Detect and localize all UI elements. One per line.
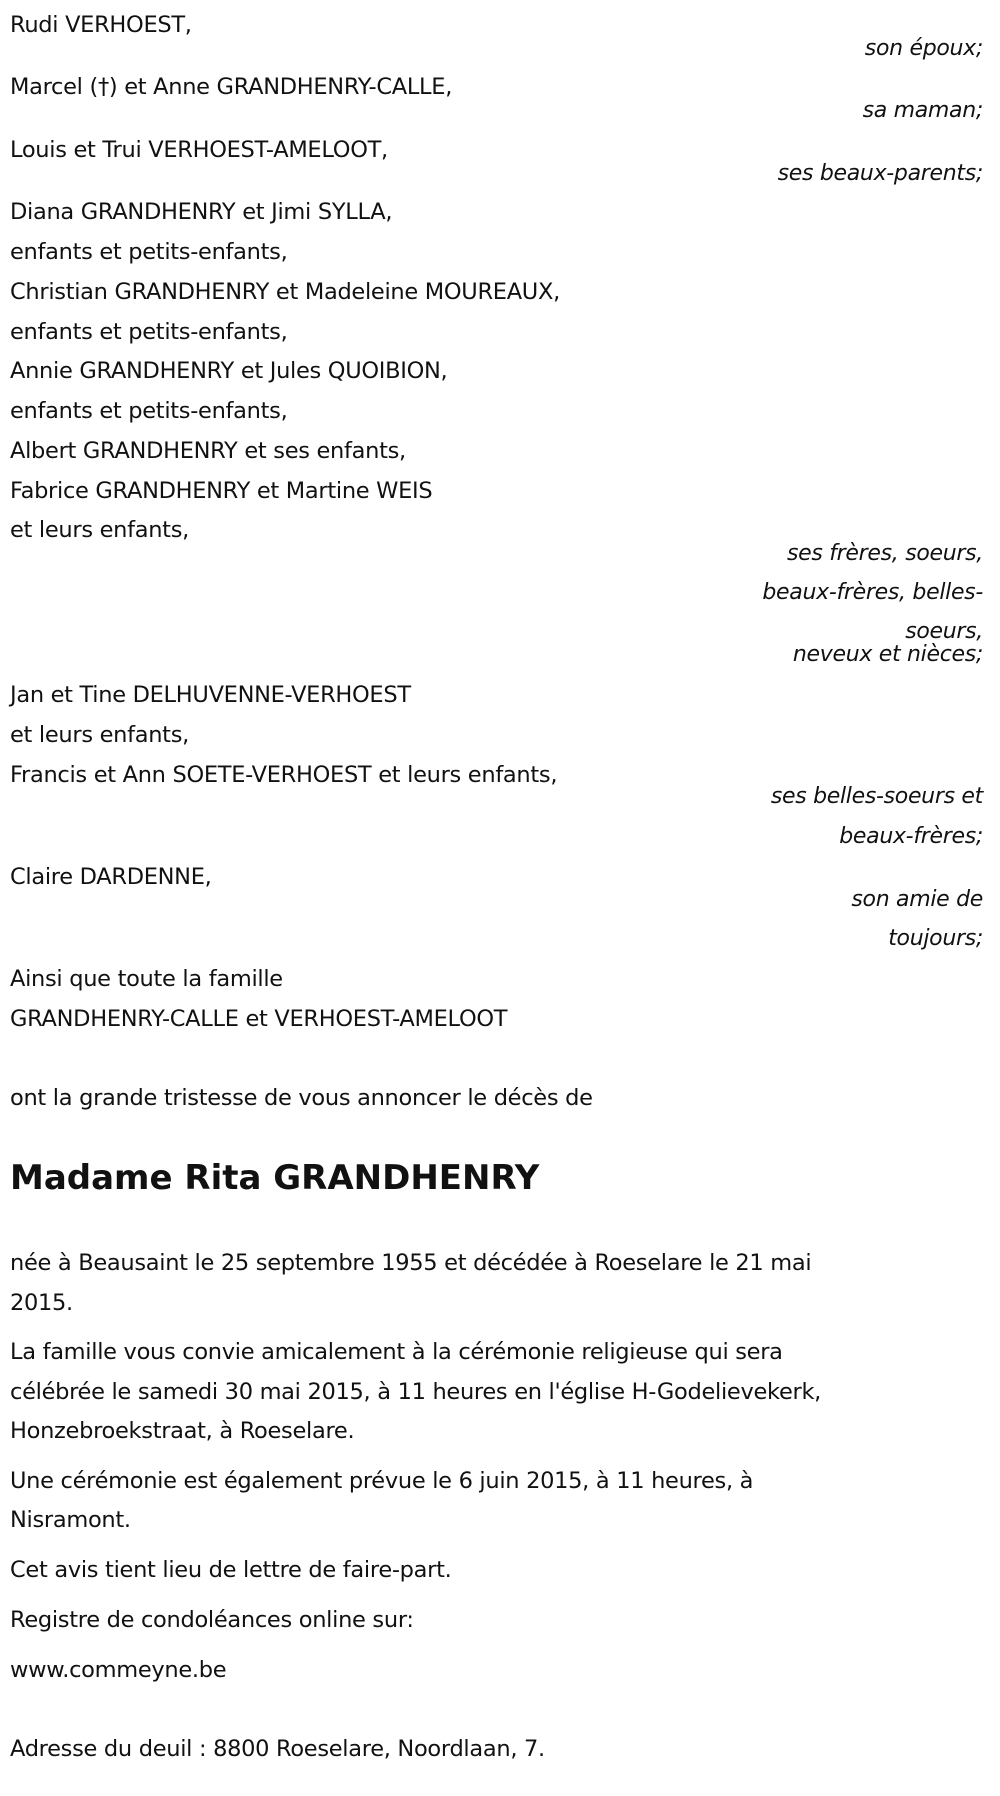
family-line: Marcel (†) et Anne GRANDHENRY-CALLE, — [10, 74, 453, 100]
relation-label: ses frères, soeurs, — [786, 541, 983, 566]
relation-label: ses beaux-parents; — [777, 161, 983, 186]
family-line: Jan et Tine DELHUVENNE-VERHOEST — [10, 682, 411, 708]
relation-label: son amie de — [851, 887, 983, 912]
relation-label: son époux; — [864, 36, 983, 61]
family-line: Rudi VERHOEST, — [10, 12, 192, 38]
family-line: enfants et petits-enfants, — [10, 398, 288, 424]
detail-line: Nisramont. — [10, 1507, 131, 1533]
family-line: Louis et Trui VERHOEST-AMELOOT, — [10, 137, 388, 163]
detail-line: Honzebroekstraat, à Roeselare. — [10, 1418, 355, 1444]
family-line: Ainsi que toute la famille — [10, 966, 283, 992]
family-line: et leurs enfants, — [10, 517, 189, 543]
detail-line: La famille vous convie amicalement à la cérémonie religieuse qui sera — [10, 1339, 783, 1365]
detail-line: née à Beausaint le 25 septembre 1955 et décédée à Roeselare le 21 mai — [10, 1250, 812, 1276]
family-line: GRANDHENRY-CALLE et VERHOEST-AMELOOT — [10, 1006, 508, 1032]
detail-line: 2015. — [10, 1290, 73, 1316]
address-line: Adresse du deuil : 8800 Roeselare, Noordlaan, 7. — [10, 1736, 545, 1762]
family-line: Fabrice GRANDHENRY et Martine WEIS — [10, 478, 433, 504]
family-line: Christian GRANDHENRY et Madeleine MOUREAUX, — [10, 279, 560, 305]
family-line: et leurs enfants, — [10, 722, 189, 748]
family-line: enfants et petits-enfants, — [10, 239, 288, 265]
condolence-link[interactable]: www.commeyne.be — [10, 1657, 227, 1683]
detail-line: Cet avis tient lieu de lettre de faire-part. — [10, 1557, 452, 1583]
family-line: Albert GRANDHENRY et ses enfants, — [10, 438, 406, 464]
detail-line: Registre de condoléances online sur: — [10, 1607, 414, 1633]
relation-label: soeurs, — [905, 619, 983, 644]
family-line: Diana GRANDHENRY et Jimi SYLLA, — [10, 199, 393, 225]
relation-label: neveux et nièces; — [792, 642, 983, 667]
relation-label: sa maman; — [862, 98, 983, 123]
family-line: Claire DARDENNE, — [10, 864, 212, 890]
relation-label: beaux-frères; — [839, 824, 983, 849]
relation-label: beaux-frères, belles- — [762, 580, 983, 605]
family-line: Annie GRANDHENRY et Jules QUOIBION, — [10, 358, 448, 384]
detail-line: célébrée le samedi 30 mai 2015, à 11 heures en l'église H-Godelievekerk, — [10, 1379, 822, 1405]
family-line: enfants et petits-enfants, — [10, 319, 288, 345]
announcement-text: ont la grande tristesse de vous annoncer le décès de — [10, 1085, 593, 1111]
relation-label: toujours; — [888, 926, 983, 951]
detail-line: Une cérémonie est également prévue le 6 juin 2015, à 11 heures, à — [10, 1468, 754, 1494]
family-line: Francis et Ann SOETE-VERHOEST et leurs enfants, — [10, 762, 558, 788]
deceased-name: Madame Rita GRANDHENRY — [10, 1158, 540, 1198]
relation-label: ses belles-soeurs et — [770, 784, 983, 809]
